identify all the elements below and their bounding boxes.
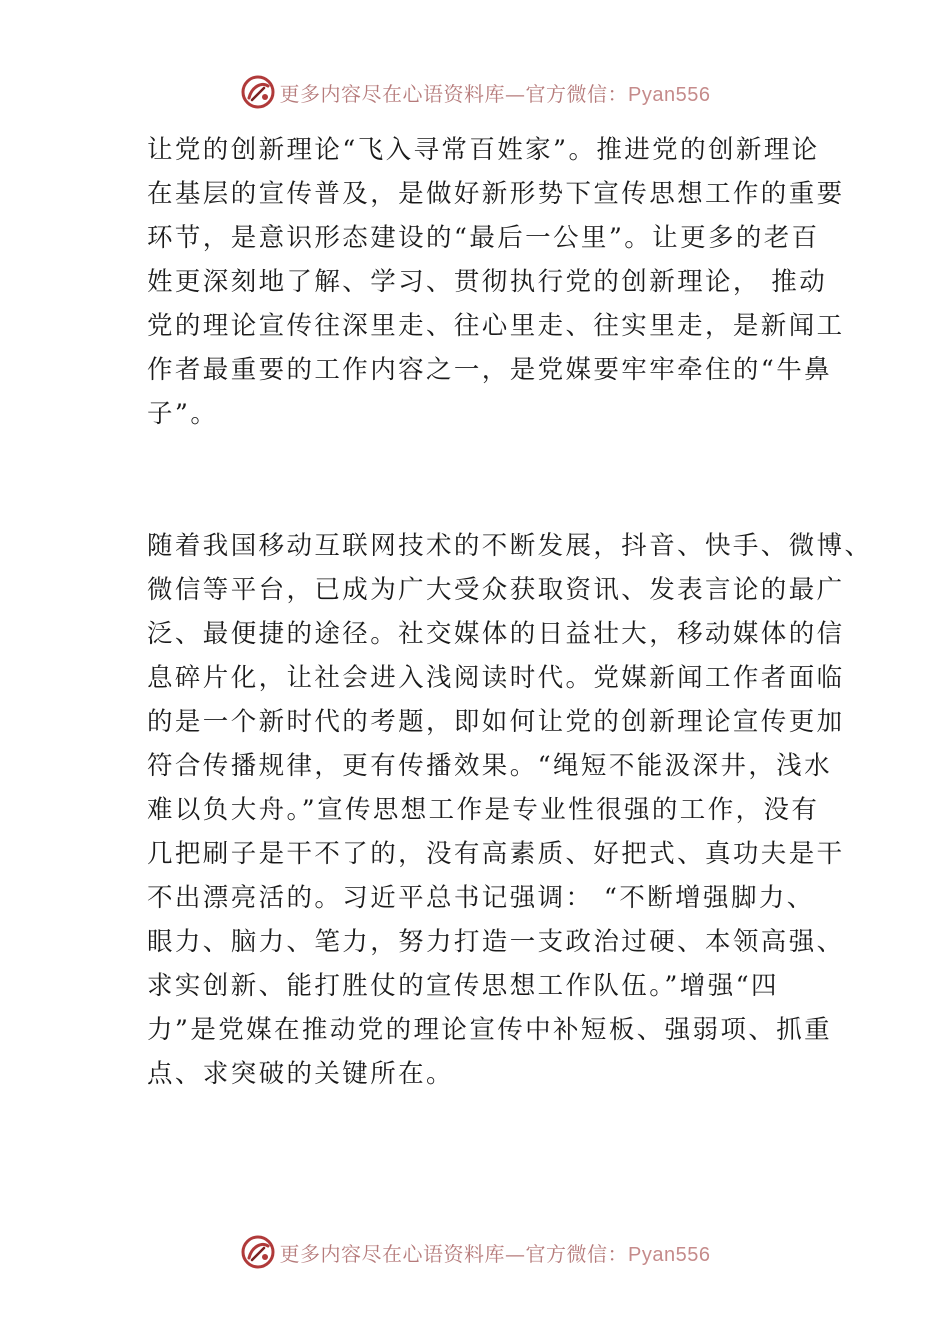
watermark-main-text: 更多内容尽在心语资料库—官方微信： [279,81,629,106]
text-line: 难以负大舟。”宣传思想工作是专业性很强的工作，没有 [147,795,820,825]
text-line: 求实创新、能打胜仗的宣传思想工作队伍。”增强“四 [147,971,779,1001]
text-line: 几把刷子是干不了的，没有高素质、好把式、真功夫是干 [147,839,845,869]
document-body [147,128,873,1096]
text-line: 泛、最便捷的途径。社交媒体的日益壮大，移动媒体的信 [147,619,845,649]
watermark-wechat-id: Pyan556 [628,83,711,106]
text-line: 不出漂亮活的。习近平总书记强调： “不断增强脚力、 [147,883,815,913]
text-line: 力”是党媒在推动党的理论宣传中补短板、强弱项、抓重 [147,1015,833,1045]
watermark-text [280,78,711,107]
watermark-main-text: 更多内容尽在心语资料库—官方微信： [279,1241,629,1266]
seal-logo-icon [240,74,276,110]
text-line: 姓更深刻地了解、学习、贯彻执行党的创新理论， 推动 [147,267,828,297]
watermark-wechat-id: Pyan556 [628,1243,711,1266]
watermark-text [280,1238,711,1267]
text-line: 微信等平台，已成为广大受众获取资讯、发表言论的最广 [147,575,845,605]
text-line: 在基层的宣传普及，是做好新形势下宣传思想工作的重要 [147,179,845,209]
text-line: 随着我国移动互联网技术的不断发展，抖音、快手、微博、 [147,531,873,561]
paragraph-1 [147,128,845,436]
text-line: 子”。 [147,399,219,429]
text-line: 让党的创新理论“飞入寻常百姓家”。推进党的创新理论 [147,135,820,165]
text-line: 息碎片化，让社会进入浅阅读时代。党媒新闻工作者面临 [147,663,845,693]
text-line: 符合传播规律，更有传播效果。“绳短不能汲深井，浅水 [147,751,833,781]
text-line: 作者最重要的工作内容之一，是党媒要牢牢牵住的“牛鼻 [147,355,833,385]
header-watermark [0,72,950,112]
text-line: 的是一个新时代的考题，即如何让党的创新理论宣传更加 [147,707,845,737]
text-line: 党的理论宣传往深里走、往心里走、往实里走，是新闻工 [147,311,845,341]
text-line: 环节，是意识形态建设的“最后一公里”。让更多的老百 [147,223,820,253]
footer-watermark [0,1232,950,1272]
text-line: 眼力、脑力、笔力，努力打造一支政治过硬、本领高强、 [147,927,845,957]
paragraph-2 [147,524,873,1096]
seal-logo-icon [240,1234,276,1270]
paragraph-spacer [147,436,837,524]
text-line: 点、求突破的关键所在。 [147,1059,454,1089]
